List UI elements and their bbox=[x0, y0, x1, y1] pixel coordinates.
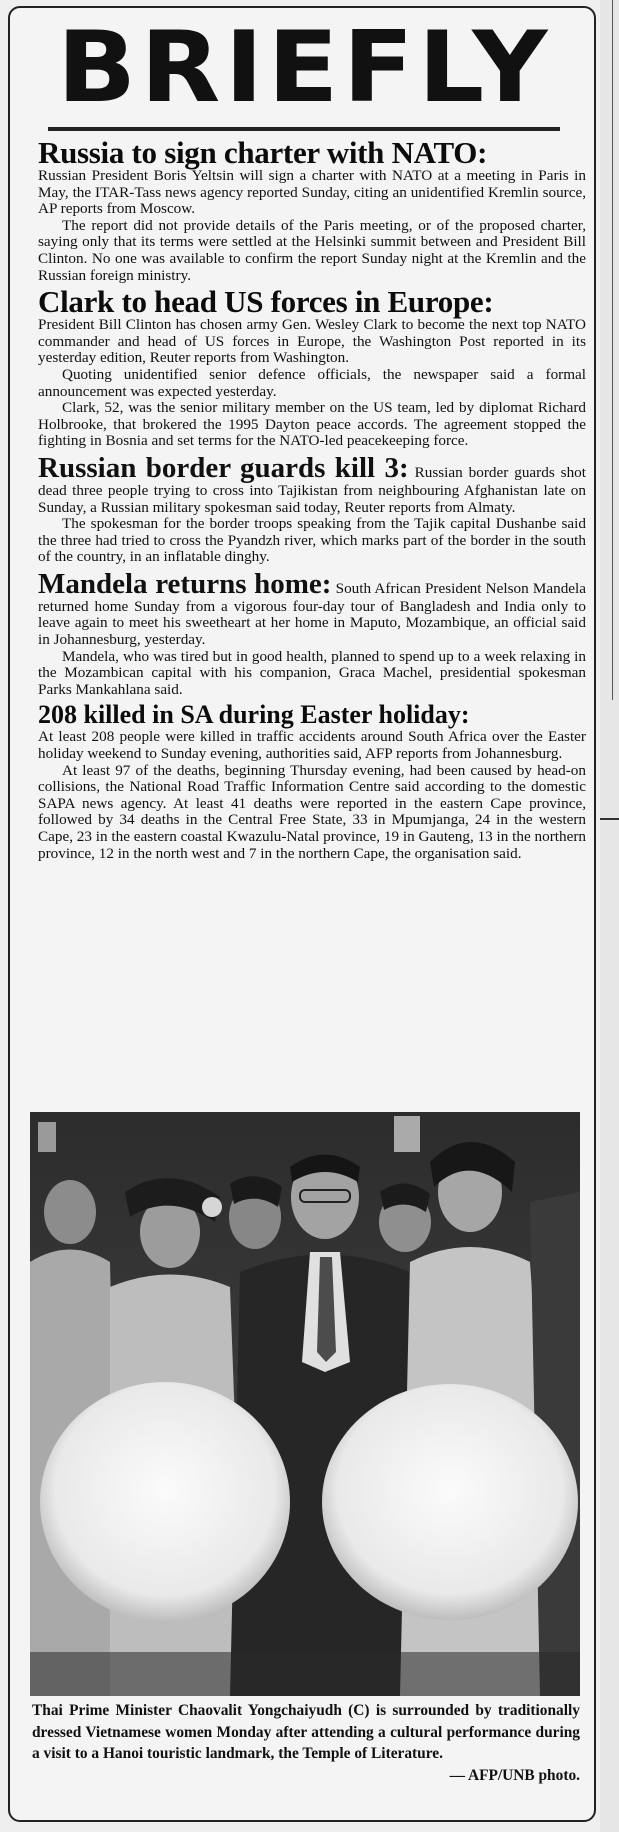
story-clark bbox=[38, 284, 586, 450]
story-lead bbox=[38, 569, 586, 649]
story-mandela bbox=[38, 569, 586, 699]
story-lead-text: Russian border guards shot dead three people trying to cross into Tajikistan from neighbouring Afghanistan late on Sunday, a Russian military spokesman said today, Reuter reports from Almaty. bbox=[38, 463, 587, 516]
column-rule bbox=[612, 0, 613, 700]
masthead-title: BRIEFLY bbox=[56, 11, 552, 125]
caption-text: Thai Prime Minister Chaovalit Yongchaiyudh (C) is surrounded by traditionally dressed Vietnamese women Monday after attending a cultural performance during a visit to a Hanoi touristic landmark, the Temple of Literature. bbox=[32, 1702, 580, 1762]
story-paragraph: At least 208 people were killed in traffic accidents around South Africa over the Easter holiday weekend to Sunday evening, authorities said, AFP reports from Johannesburg. bbox=[38, 728, 586, 763]
horizontal-rule bbox=[600, 818, 619, 820]
story-lead-text: South African President Nelson Mandela returned home Sunday from a vigorous four-day tour of Bangladesh and India only to leave again to meet his sweetheart at her home in Maputo, Mozambique, an official said in Johannesburg, yesterday. bbox=[38, 579, 587, 649]
story-paragraph: Russian President Boris Yeltsin will sign a charter with NATO at a meeting in Paris in May, the ITAR-Tass news agency reported Sunday, citing an unidentified Kremlin source, AP reports from Moscow. bbox=[38, 167, 586, 218]
story-headline: Russia to sign charter with NATO: bbox=[38, 135, 488, 170]
story-headline: Mandela returns home: bbox=[38, 567, 332, 600]
story-paragraph: The report did not provide details of the Paris meeting, or of the proposed charter, saying only that its terms were settled at the Helsinki summit between and President Bill Clinton. No one was available to confirm the report Sunday night at the Kremlin and the Russian foreign ministry. bbox=[38, 216, 586, 284]
story-paragraph: Clark, 52, was the senior military member on the US team, led by diplomat Richard Holbrooke, that brokered the 1995 Dayton peace accords. The agreement stopped the fighting in Bosnia and set terms for the NATO-led peacekeeping force. bbox=[38, 399, 586, 450]
story-paragraph: At least 97 of the deaths, beginning Thursday evening, had been caused by head-on collisions, the National Road Traffic Information Centre said according to the domestic SAPA news agency. At least 41 deaths were reported in the eastern Cape province, followed by 34 deaths in the Central Free State, 33 in Mpumjanga, 24 in the western Cape, 23 in the eastern coastal Kwazulu-Natal province, 19 in Gauteng, 13 in the northern province, 12 in the north west and 7 in the northern Cape, the organisation said. bbox=[38, 761, 586, 862]
masthead bbox=[30, 11, 578, 125]
story-paragraph: President Bill Clinton has chosen army Gen. Wesley Clark to become the next top NATO commander and head of US forces in Europe, the Washington Post reported in its yesterday edition, Reuter reports from Washington. bbox=[38, 316, 586, 367]
story-paragraph: The spokesman for the border troops speaking from the Tajik capital Dushanbe said the three had tried to cross the Pyandzh river, which marks part of the border in the south of the country, in an inflatable dinghy. bbox=[38, 515, 586, 566]
story-headline: Russian border guards kill 3: bbox=[38, 451, 409, 484]
story-lead bbox=[38, 453, 586, 516]
story-russia-nato bbox=[38, 135, 586, 284]
photo-credit: — AFP/UNB photo. bbox=[449, 1766, 580, 1784]
story-paragraph: Quoting unidentified senior defence officials, the newspaper said a formal announcement was expected yesterday. bbox=[38, 365, 586, 400]
story-headline: 208 killed in SA during Easter holiday: bbox=[38, 700, 470, 730]
photo-caption bbox=[32, 1700, 580, 1786]
adjacent-column-edge bbox=[600, 0, 619, 1832]
stories bbox=[38, 135, 587, 865]
story-headline: Clark to head US forces in Europe: bbox=[38, 284, 494, 320]
story-paragraph: Mandela, who was tired but in good health, planned to spend up to a week relaxing in the Mozambican capital with his companion, Graca Machel, presidential spokesman Parks Mankahlana said. bbox=[38, 647, 586, 698]
masthead-rule bbox=[48, 127, 560, 131]
news-photo bbox=[30, 1112, 580, 1696]
story-border-guards bbox=[38, 453, 586, 566]
photo-illustration bbox=[30, 1112, 580, 1696]
story-easter bbox=[38, 701, 586, 862]
briefly-column bbox=[8, 6, 596, 1822]
